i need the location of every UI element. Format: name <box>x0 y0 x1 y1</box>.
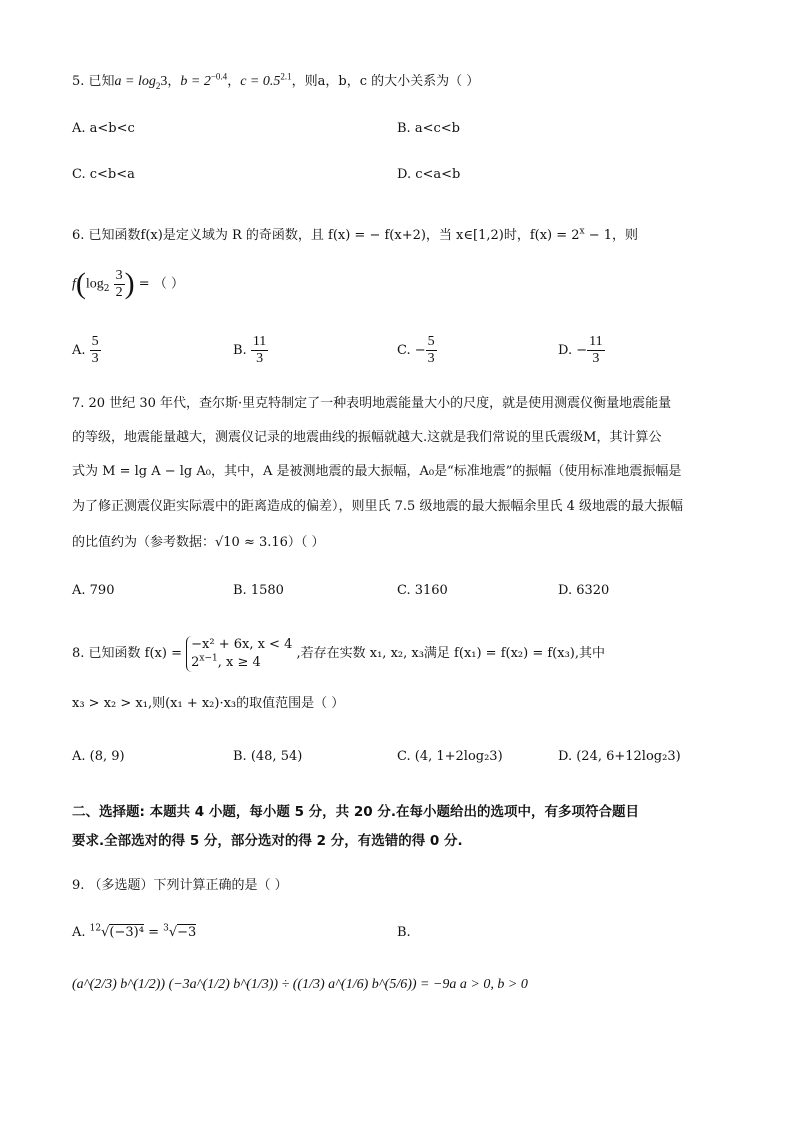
q7-line-5: 的比值约为（参考数据：√10 ≈ 3.16）（ ） <box>72 535 325 550</box>
section-2-heading-line1: 二、选择题: 本题共 4 小题，每小题 5 分，共 20 分.在每小题给出的选项中，有多项符合题目 <box>72 804 639 820</box>
q6-option-d[interactable]: D. − $\frac{11}{3}$ <box>558 334 603 366</box>
q7-line-3: 式为 M = lg A − lg A₀，其中，A 是被测地震的最大振幅，A₀是“标准地震”的振幅（使用标准地震振幅是 <box>72 464 682 479</box>
q7-option-d[interactable]: D. 6320 <box>558 583 610 598</box>
q7-option-a[interactable]: A. 790 <box>72 583 115 598</box>
q5-stem: 5. 已知$a = \log_23$，$b = 2^{-0.4}$，$c = 0.5^{2.1}$，则a，b，c 的大小关系为（ ） <box>72 71 480 91</box>
q7-line-4: 为了修正测震仪距实际震中的距离造成的偏差），则里氏 7.5 级地震的最大振幅余里氏 4 级地震的最大振幅 <box>72 499 683 514</box>
q8-stem-line2: x₃ > x₂ > x₁,则(x₁ + x₂)·x₃的取值范围是（ ） <box>72 696 345 711</box>
q9-option-a[interactable]: A. $^{12}$√(−3)⁴ = $^3$√−3 <box>72 923 197 940</box>
q6-option-c[interactable]: C. − $\frac{5}{3}$ <box>397 334 435 366</box>
q5-option-b[interactable]: B. a<c<b <box>397 121 460 136</box>
q7-line-2: 的等级，地震能量越大，测震仪记录的地震曲线的振幅就越大.这就是我们常说的里氏震级M，其计算公 <box>72 430 662 445</box>
q9-stem: 9. （多选题）下列计算正确的是（ ） <box>72 878 288 893</box>
q5-option-c[interactable]: C. c<b<a <box>72 167 135 182</box>
q8-option-b[interactable]: B. (48, 54) <box>233 749 303 764</box>
q5-option-d[interactable]: D. c<a<b <box>397 167 461 182</box>
q5-option-a[interactable]: A. a<b<c <box>72 121 135 136</box>
q8-stem-line1: 8. 已知函数 f(x) = −x² + 6x, x < 4 $2^{x-1}$, x ≥ 4 ,若存在实数 x₁, x₂, x₃满足 f(x₁) = f(x₂) = f(x₃),其中 <box>72 636 605 670</box>
q7-option-b[interactable]: B. 1580 <box>233 583 284 598</box>
q8-option-c[interactable]: C. (4, 1+2log₂3) <box>397 749 503 764</box>
q7-option-c[interactable]: C. 3160 <box>397 583 448 598</box>
q6-option-a[interactable]: A. $\frac{5}{3}$ <box>72 334 99 366</box>
q8-option-a[interactable]: A. (8, 9) <box>72 749 125 764</box>
q7-line-1: 7. 20 世纪 30 年代，查尔斯·里克特制定了一种表明地震能量大小的尺度，就是使用测震仪衡量地震能量 <box>72 396 672 411</box>
q8-option-d[interactable]: D. (24, 6+12log₂3) <box>558 749 681 764</box>
q6-stem-line1: 6. 已知函数f(x)是定义域为 R 的奇函数，且 f(x) = − f(x+2)，当 x∈[1,2)时，$f(x) = 2^x - 1$，则 <box>72 226 639 243</box>
q9-option-b-label[interactable]: B. <box>397 925 411 940</box>
q6-option-b[interactable]: B. $\frac{11}{3}$ <box>233 334 267 366</box>
q6-stem-line2: $f(\log_2$ $\frac{3}{2}$ ) = （ ） <box>72 267 184 300</box>
section-2-heading-line2: 要求.全部选对的得 5 分，部分选对的得 2 分，有选错的得 0 分. <box>72 833 463 849</box>
q9-option-b-expression: (a^(2/3) b^(1/2)) (−3a^(1/2) b^(1/3)) ÷ ((1/3) a^(1/6) b^(5/6)) = −9a a > 0, b > 0 <box>72 977 528 992</box>
